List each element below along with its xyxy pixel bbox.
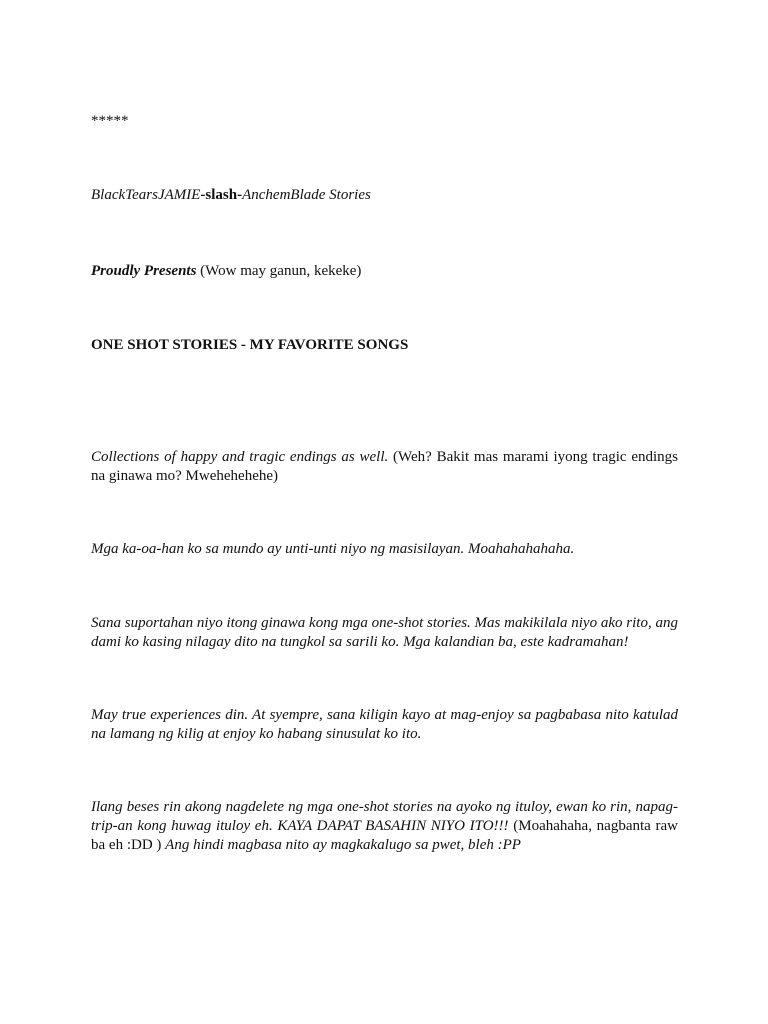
presents-label: Proudly Presents <box>91 263 197 279</box>
paragraph-five-aside: (Moahahaha, nagbanta raw ba eh :DD ) <box>91 818 678 853</box>
presents-note: (Wow may ganun, kekeke) <box>196 263 362 279</box>
author-name-secondary: AnchemBlade Stories <box>242 187 371 203</box>
author-separator: -slash- <box>200 187 243 203</box>
paragraph-five-italic-end: Ang hindi magbasa nito ay magkakalugo sa pwet, bleh :PP <box>165 837 521 853</box>
author-name-primary: BlackTearsJAMIE <box>91 187 201 203</box>
paragraph-four <box>91 706 678 744</box>
section-divider-stars: ***** <box>91 113 129 129</box>
paragraph-five-italic-start: Ilang beses rin akong nagdelete ng mga one-shot stories na ayoko ng ituloy, ewan ko rin, napag-trip-an kong huwag ituloy eh. KAYA DAPAT BASAHIN NIYO ITO!!! <box>91 799 678 834</box>
paragraph-intro-italic: Collections of happy and tragic endings as well. <box>91 449 389 465</box>
paragraph-intro-aside: (Weh? Bakit mas marami iyong tragic endings na ginawa mo? Mwehehehehe) <box>91 449 679 484</box>
paragraph-two-text: Mga ka-oa-han ko sa mundo ay unti-unti niyo ng masisilayan. Moahahahahaha. <box>91 541 575 557</box>
paragraph-three <box>91 614 678 652</box>
paragraph-intro <box>91 448 678 486</box>
paragraph-five <box>91 798 678 855</box>
paragraph-four-text: May true experiences din. At syempre, sana kiligin kayo at mag-enjoy sa pagbabasa nito katulad na lamang ng kilig at enjoy ko habang sinusulat ko ito. <box>91 707 678 742</box>
document-title: ONE SHOT STORIES - MY FAVORITE SONGS <box>91 337 409 353</box>
presents-line <box>91 262 678 281</box>
author-byline <box>91 186 678 205</box>
paragraph-two <box>91 540 678 559</box>
paragraph-three-text: Sana suportahan niyo itong ginawa kong mga one-shot stories. Mas makikilala niyo ako rito, ang dami ko kasing nilagay dito na tungkol sa sarili ko. Mga kalandian ba, este kadramahan! <box>91 615 678 650</box>
